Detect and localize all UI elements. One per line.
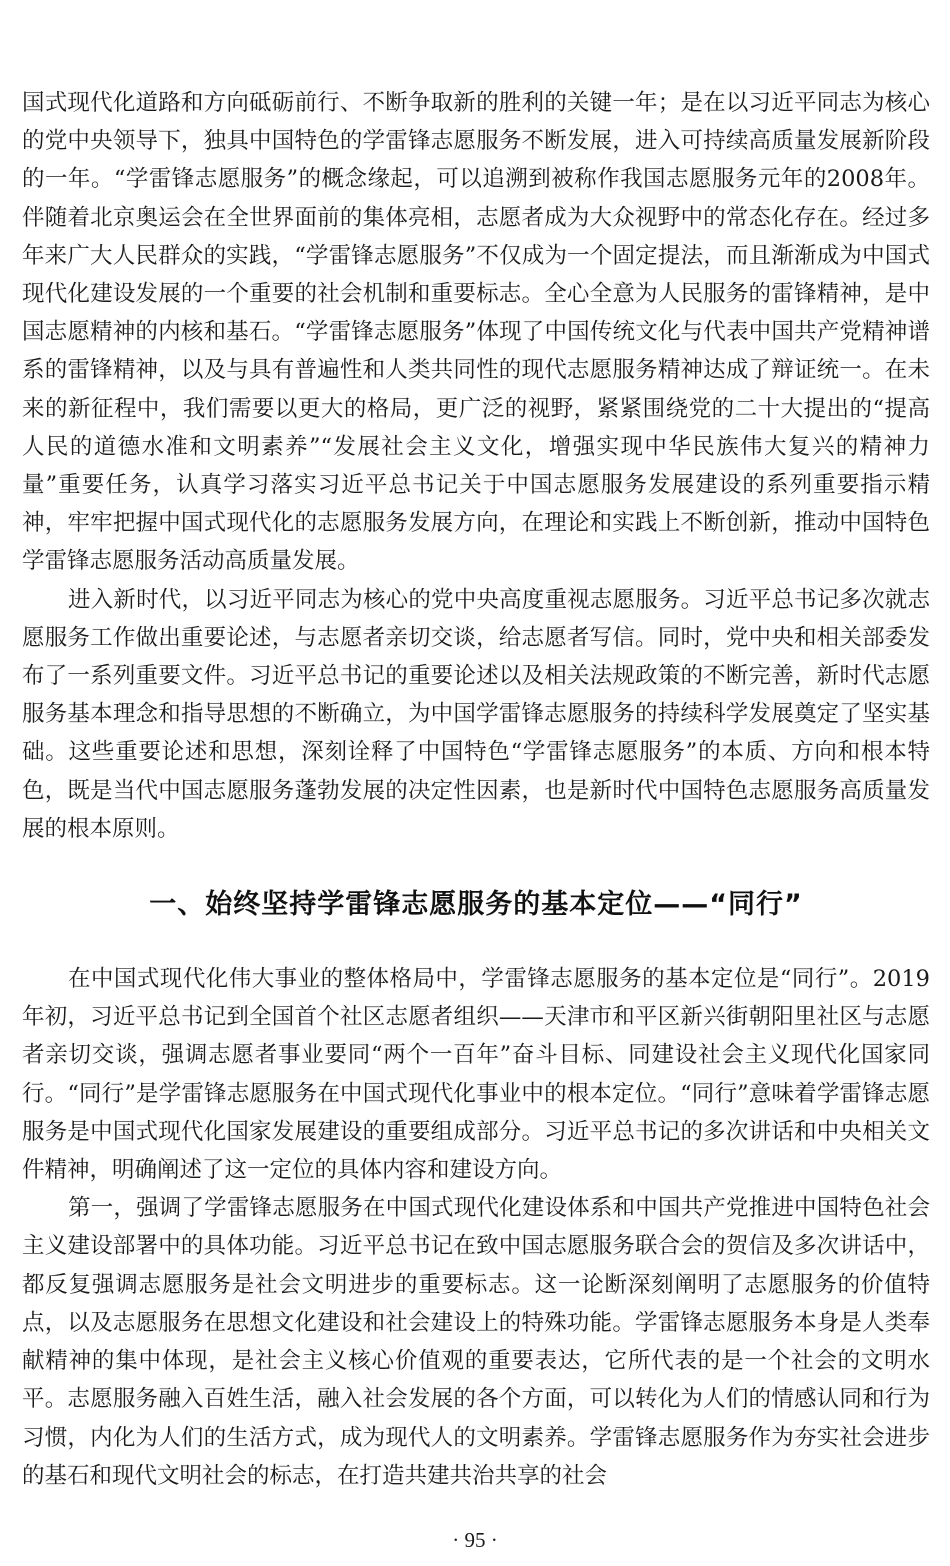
page-body — [22, 84, 930, 1495]
page-number: · 95 · — [452, 1528, 498, 1552]
paragraph-continued-intro: 国式现代化道路和方向砥砺前行、不断争取新的胜利的关键一年；是在以习近平同志为核心的党中央领导下，独具中国特色的学雷锋志愿服务不断发展，进入可持续高质量发展新阶段的一年。“学雷锋志愿服务”的概念缘起，可以追溯到被称作我国志愿服务元年的2008年。伴随着北京奥运会在全世界面前的集体亮相，志愿者成为大众视野中的常态化存在。经过多年来广大人民群众的实践，“学雷锋志愿服务”不仅成为一个固定提法，而且渐渐成为中国式现代化建设发展的一个重要的社会机制和重要标志。全心全意为人民服务的雷锋精神，是中国志愿精神的内核和基石。“学雷锋志愿服务”体现了中国传统文化与代表中国共产党精神谱系的雷锋精神，以及与具有普遍性和人类共同性的现代志愿服务精神达成了辩证统一。在未来的新征程中，我们需要以更大的格局，更广泛的视野，紧紧围绕党的二十大提出的“提高人民的道德水准和文明素养”“发展社会主义文化，增强实现中华民族伟大复兴的精神力量”重要任务，认真学习落实习近平总书记关于中国志愿服务发展建设的系列重要指示精神，牢牢把握中国式现代化的志愿服务发展方向，在理论和实践上不断创新，推动中国特色学雷锋志愿服务活动高质量发展。 — [22, 90, 930, 575]
paragraph-first-point: 第一，强调了学雷锋志愿服务在中国式现代化建设体系和中国共产党推进中国特色社会主义建设部署中的具体功能。习近平总书记在致中国志愿服务联合会的贺信及多次讲话中，都反复强调志愿服务是社会文明进步的重要标志。这一论断深刻阐明了志愿服务的价值特点，以及志愿服务在思想文化建设和社会建设上的特殊功能。学雷锋志愿服务本身是人类奉献精神的集中体现，是社会主义核心价值观的重要表达，它所代表的是一个社会的文明水平。志愿服务融入百姓生活，融入社会发展的各个方面，可以转化为人们的情感认同和行为习惯，内化为人们的生活方式，成为现代人的文明素养。学雷锋志愿服务作为夯实社会进步的基石和现代文明社会的标志，在打造共建共治共享的社会 — [22, 1195, 930, 1489]
paragraph-basic-positioning: 在中国式现代化伟大事业的整体格局中，学雷锋志愿服务的基本定位是“同行”。2019年初，习近平总书记到全国首个社区志愿者组织——天津市和平区新兴街朝阳里社区与志愿者亲切交谈，强调志愿者事业要同“两个一百年”奋斗目标、同建设社会主义现代化国家同行。“同行”是学雷锋志愿服务在中国式现代化事业中的根本定位。“同行”意味着学雷锋志愿服务是中国式现代化国家发展建设的重要组成部分。习近平总书记的多次讲话和中央相关文件精神，明确阐述了这一定位的具体内容和建设方向。 — [22, 966, 930, 1184]
paragraph-new-era: 进入新时代，以习近平同志为核心的党中央高度重视志愿服务。习近平总书记多次就志愿服务工作做出重要论述，与志愿者亲切交谈，给志愿者写信。同时，党中央和相关部委发布了一系列重要文件。习近平总书记的重要论述以及相关法规政策的不断完善，新时代志愿服务基本理念和指导思想的不断确立，为中国学雷锋志愿服务的持续科学发展奠定了坚实基础。这些重要论述和思想，深刻诠释了中国特色“学雷锋志愿服务”的本质、方向和根本特色，既是当代中国志愿服务蓬勃发展的决定性因素，也是新时代中国特色志愿服务高质量发展的根本原则。 — [22, 586, 930, 842]
section-heading: 一、始终坚持学雷锋志愿服务的基本定位——“同行” — [149, 889, 803, 921]
